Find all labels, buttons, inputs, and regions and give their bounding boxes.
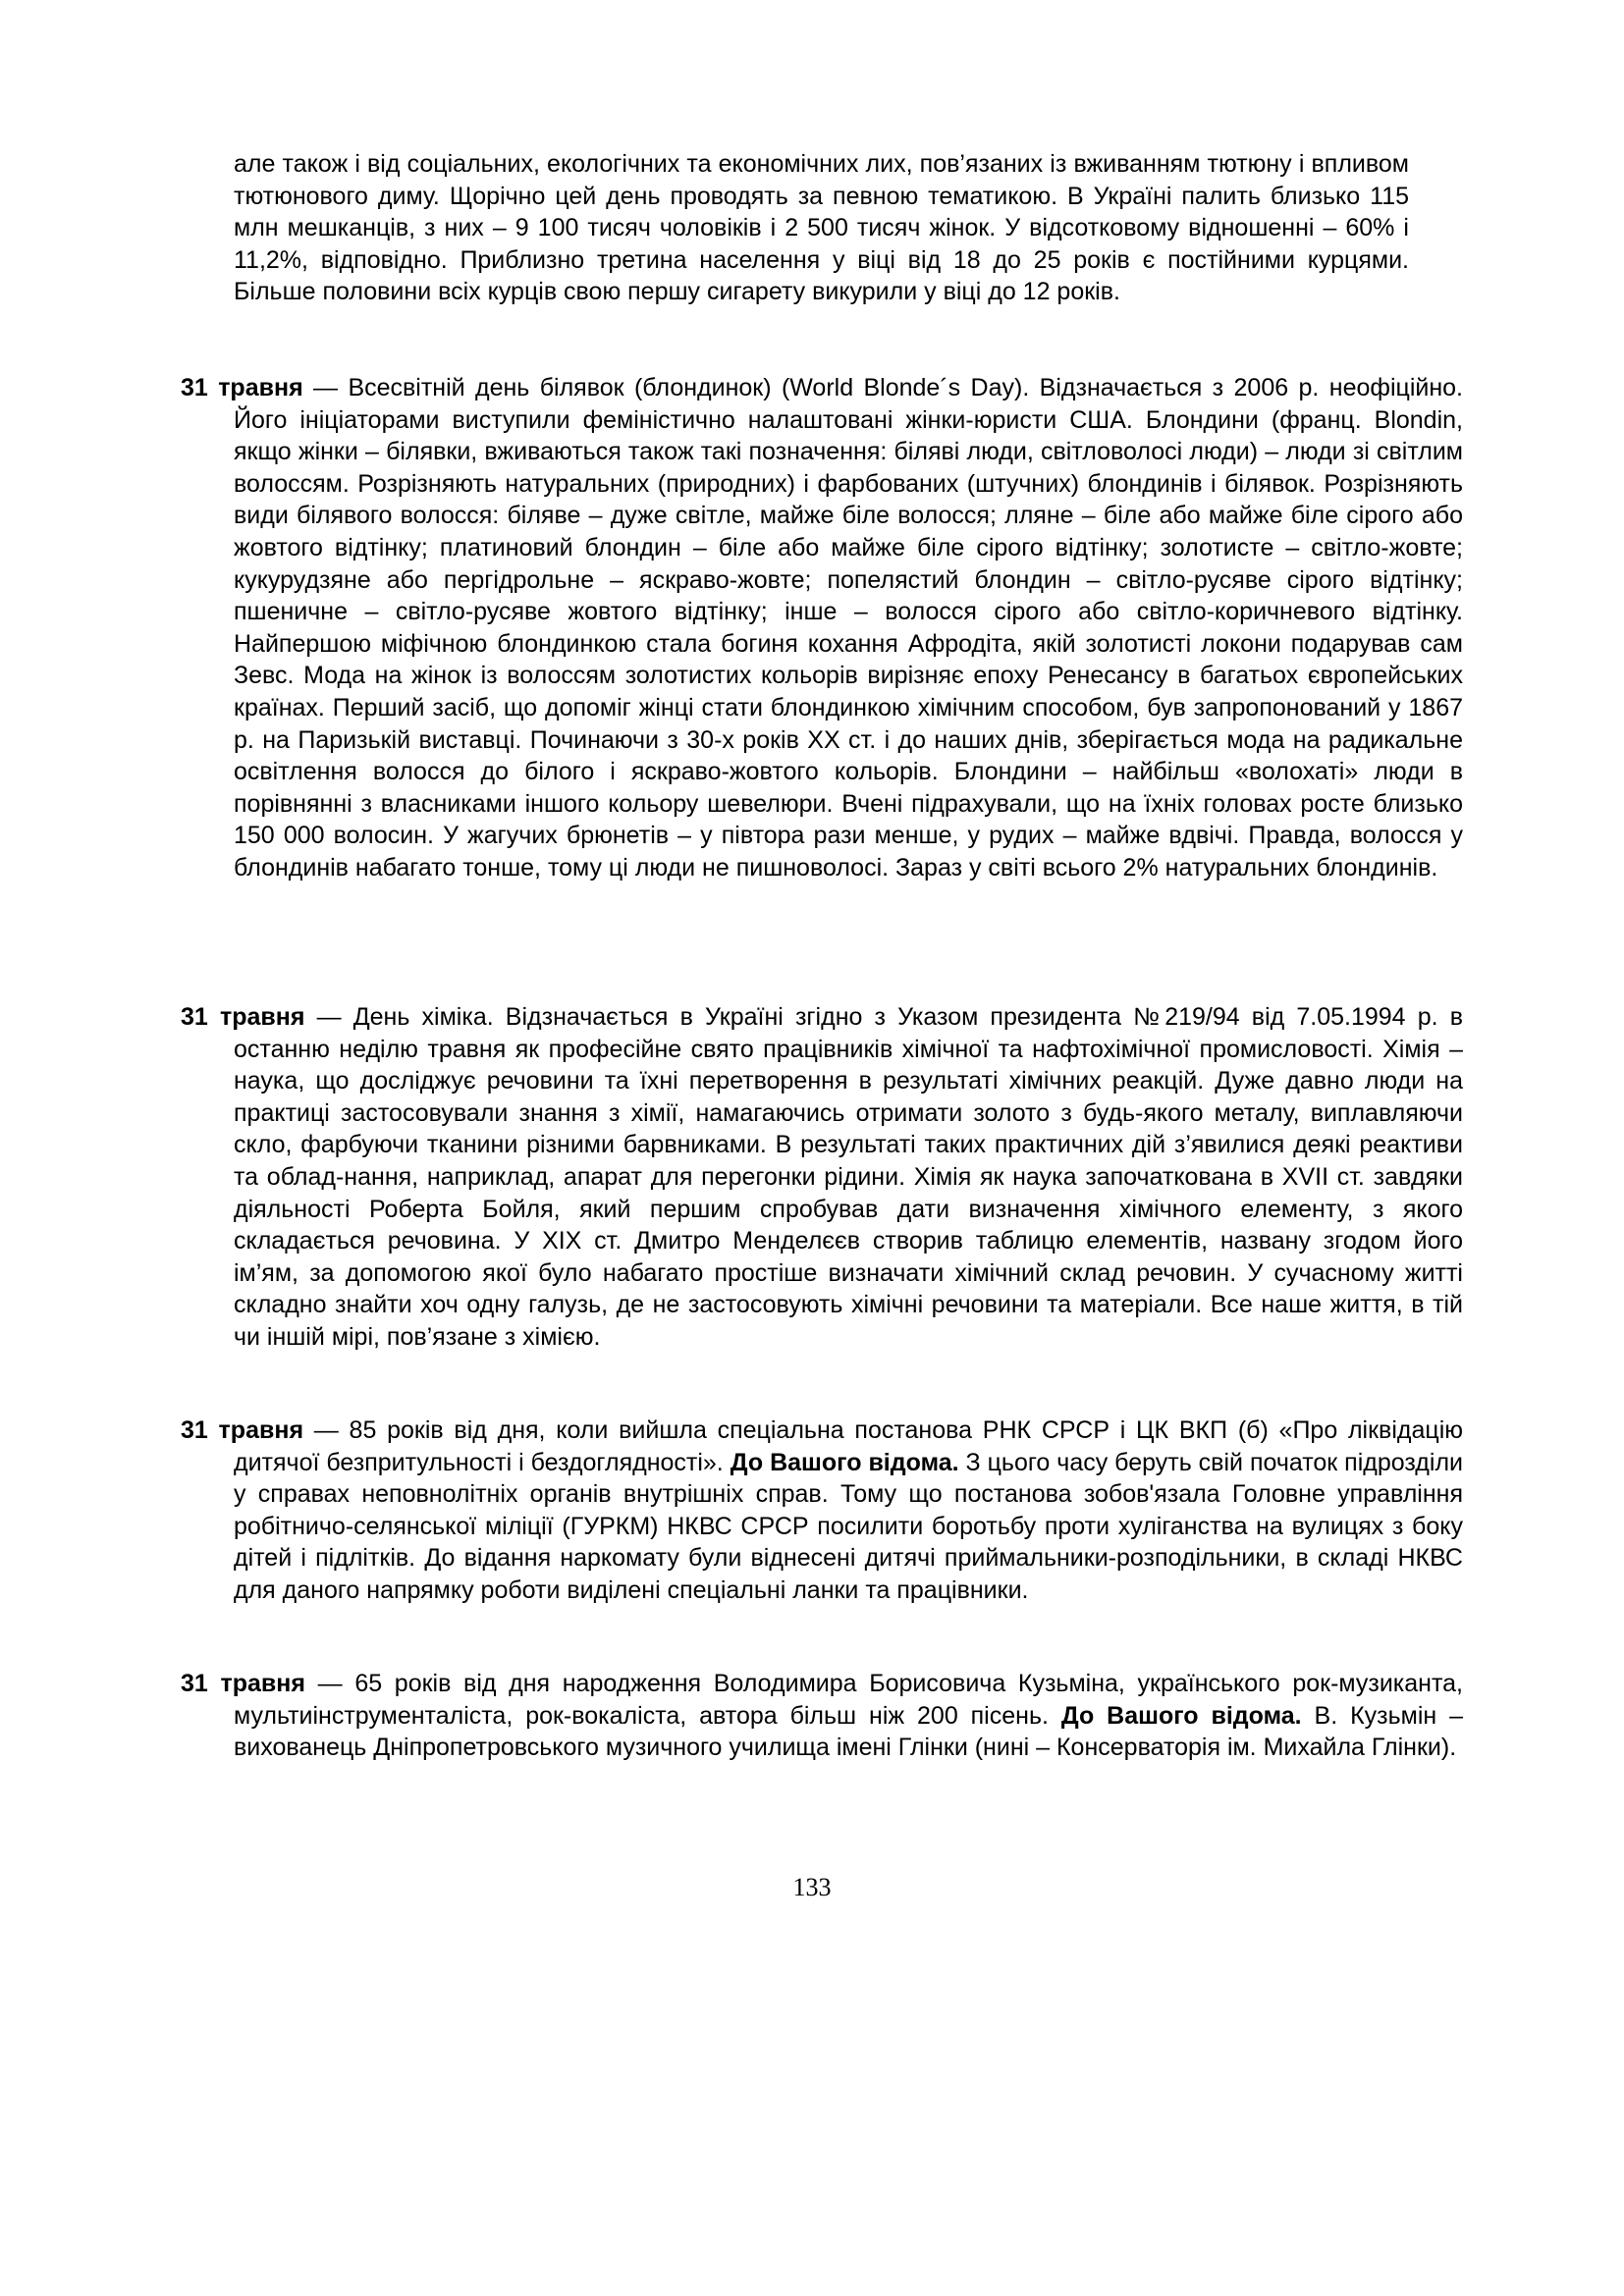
entry-text: — День хіміка. Відзначається в Україні згідно з Указом президента №219/94 від 7.05.1994 р. в останню неділю травня як професійне свято працівників хімічної та нафтохімічної промисловості. Хімія – наука, що досліджує речовини та їхні перетворення в результаті хімічних реакцій. Дуже давно люди на практиці застосовували знання з хімії, намагаючись отримати золото з будь-якого металу, виплавляючи скло, фарбуючи тканини різними барвниками. В результаті таких практичних дій з’явилися деякі реактиви та облад-нання, наприклад, апарат для перегонки рідини. Хімія як наука започаткована в XVII ст. завдяки діяльності Роберта Бойля, який першим спробував дати визначення хімічного елементу, з якого складається речовина. У XIX ст. Дмитро Менделєєв створив таблицю елементів, названу згодом його ім’ям, за допомогою якої було набагато простіше визначати хімічний склад речовин. У сучасному житті складно знайти хоч одну галузь, де не застосовують хімічні речовини та матеріали. Все наше життя, в тій чи іншій мірі, пов’язане з хімією. [234,1003,1463,1351]
entry-note-label: До Вашого відома. [1060,1701,1302,1730]
entry-date: 31 травня [181,1416,304,1444]
page-number: 133 [792,1873,832,1901]
entry-date: 31 травня [181,1003,305,1031]
entry-note-text: В. Кузьмін – вихованець Дніпропетровського музичного училища імені Глінки (нині – Консерваторія ім. Михайла Глінки). [234,1701,1463,1762]
intro-paragraph: але також і від соціальних, екологічних та економічних лих, пов’язаних із вживанням тютюну і впливом тютюнового диму. Щорічно цей день проводять за певною тематикою. В Україні палить близько 115 млн мешканців, з них – 9 100 тисяч чоловіків і 2 500 тисяч жінок. У відсотковому відношенні – 60% і 11,2%, відповідно. Приблизно третина населення у віці від 18 до 25 років є постійними курцями. Більше половини всіх курців свою першу сигарету викурили у віці до 12 років. [234,150,1409,306]
entry-text: — Всесвітній день білявок (блондинок) (World Blonde´s Day). Відзначається з 2006 р. неофіційно. Його ініціаторами виступили феміністично налаштовані жінки-юристи США. Блондини (франц. Blondin, якщо жінки – білявки, вживаються також такі позначення: біляві люди, світловолосі люди) – люди зі світлим волоссям. Розрізняють натуральних (природних) і фарбованих (штучних) блондинів і білявок. Розрізняють види білявого волосся: біляве – дуже світле, майже біле волосся; лляне – біле або майже біле сірого або жовтого відтінку; платиновий блондин – біле або майже біле сірого відтінку; золотисте – світло-жовте; кукурудзяне або пергідрольне – яскраво-жовте; попелястий блондин – світло-русяве сірого відтінку; пшеничне – світло-русяве жовтого відтінку; інше – волосся сірого або світло-коричневого відтінку. Найпершою міфічною блондинкою стала богиня кохання Афродіта, якій золотисті локони подарував сам Зевс. Мода на жінок із волоссям золотистих кольорів вирізняє епоху Ренесансу в багатьох європейських країнах. Перший засіб, що допоміг жінці стати блондинкою хімічним способом, був запропонований у 1867 р. на Паризькій виставці. Починаючи з 30-х років ХХ ст. і до наших днів, зберігається мода на радикальне освітлення волосся до білого і яскраво-жовтого кольорів. Блондини – найбільш «волохаті» люди в порівнянні з власниками іншого кольору шевелюри. Вчені підрахували, що на їхніх головах росте близько 150 000 волосин. У жагучих брюнетів – у півтора рази менше, у рудих – майже вдвічі. Правда, волосся у блондинів набагато тонше, тому ці люди не пишноволосі. Зараз у світі всього 2% натуральних блондинів. [234,374,1463,881]
entry-note-text: З цього часу беруть свій початок підрозділи у справах неповнолітніх органів внутрішніх справ. Тому що постанова зобов'язала Головне управління робітничо-селянської міліції (ГУРКМ) НКВС СРСР посилити боротьбу проти хуліганства на вулицях з боку дітей і підлітків. До відання наркомату були віднесені дитячі приймальники-розподільники, в складі НКВС для даного напрямку роботи виділені спеціальні ланки та працівники. [234,1448,1463,1604]
entry-date: 31 травня [181,374,303,401]
entry-kuzmin-birthday [181,1668,1463,1764]
entry-chemist-day [181,1001,1463,1354]
entry-note-label: До Вашого відома. [730,1448,959,1476]
entry-text: — 85 років від дня, коли вийшла спеціальна постанова РНК СРСР і ЦК ВКП (б) «Про ліквідацію дитячої безпритульності і бездоглядності». [234,1416,1463,1476]
entry-text: — 65 років від дня народження Володимира Борисовича Кузьміна, українського рок-музиканта, мультиінструменталіста, рок-вокаліста, автора більш ніж 200 пісень. [234,1670,1464,1730]
entry-world-blonde-day [181,372,1463,884]
entry-homelessness-decree [181,1415,1463,1607]
entry-date: 31 травня [181,1670,305,1697]
